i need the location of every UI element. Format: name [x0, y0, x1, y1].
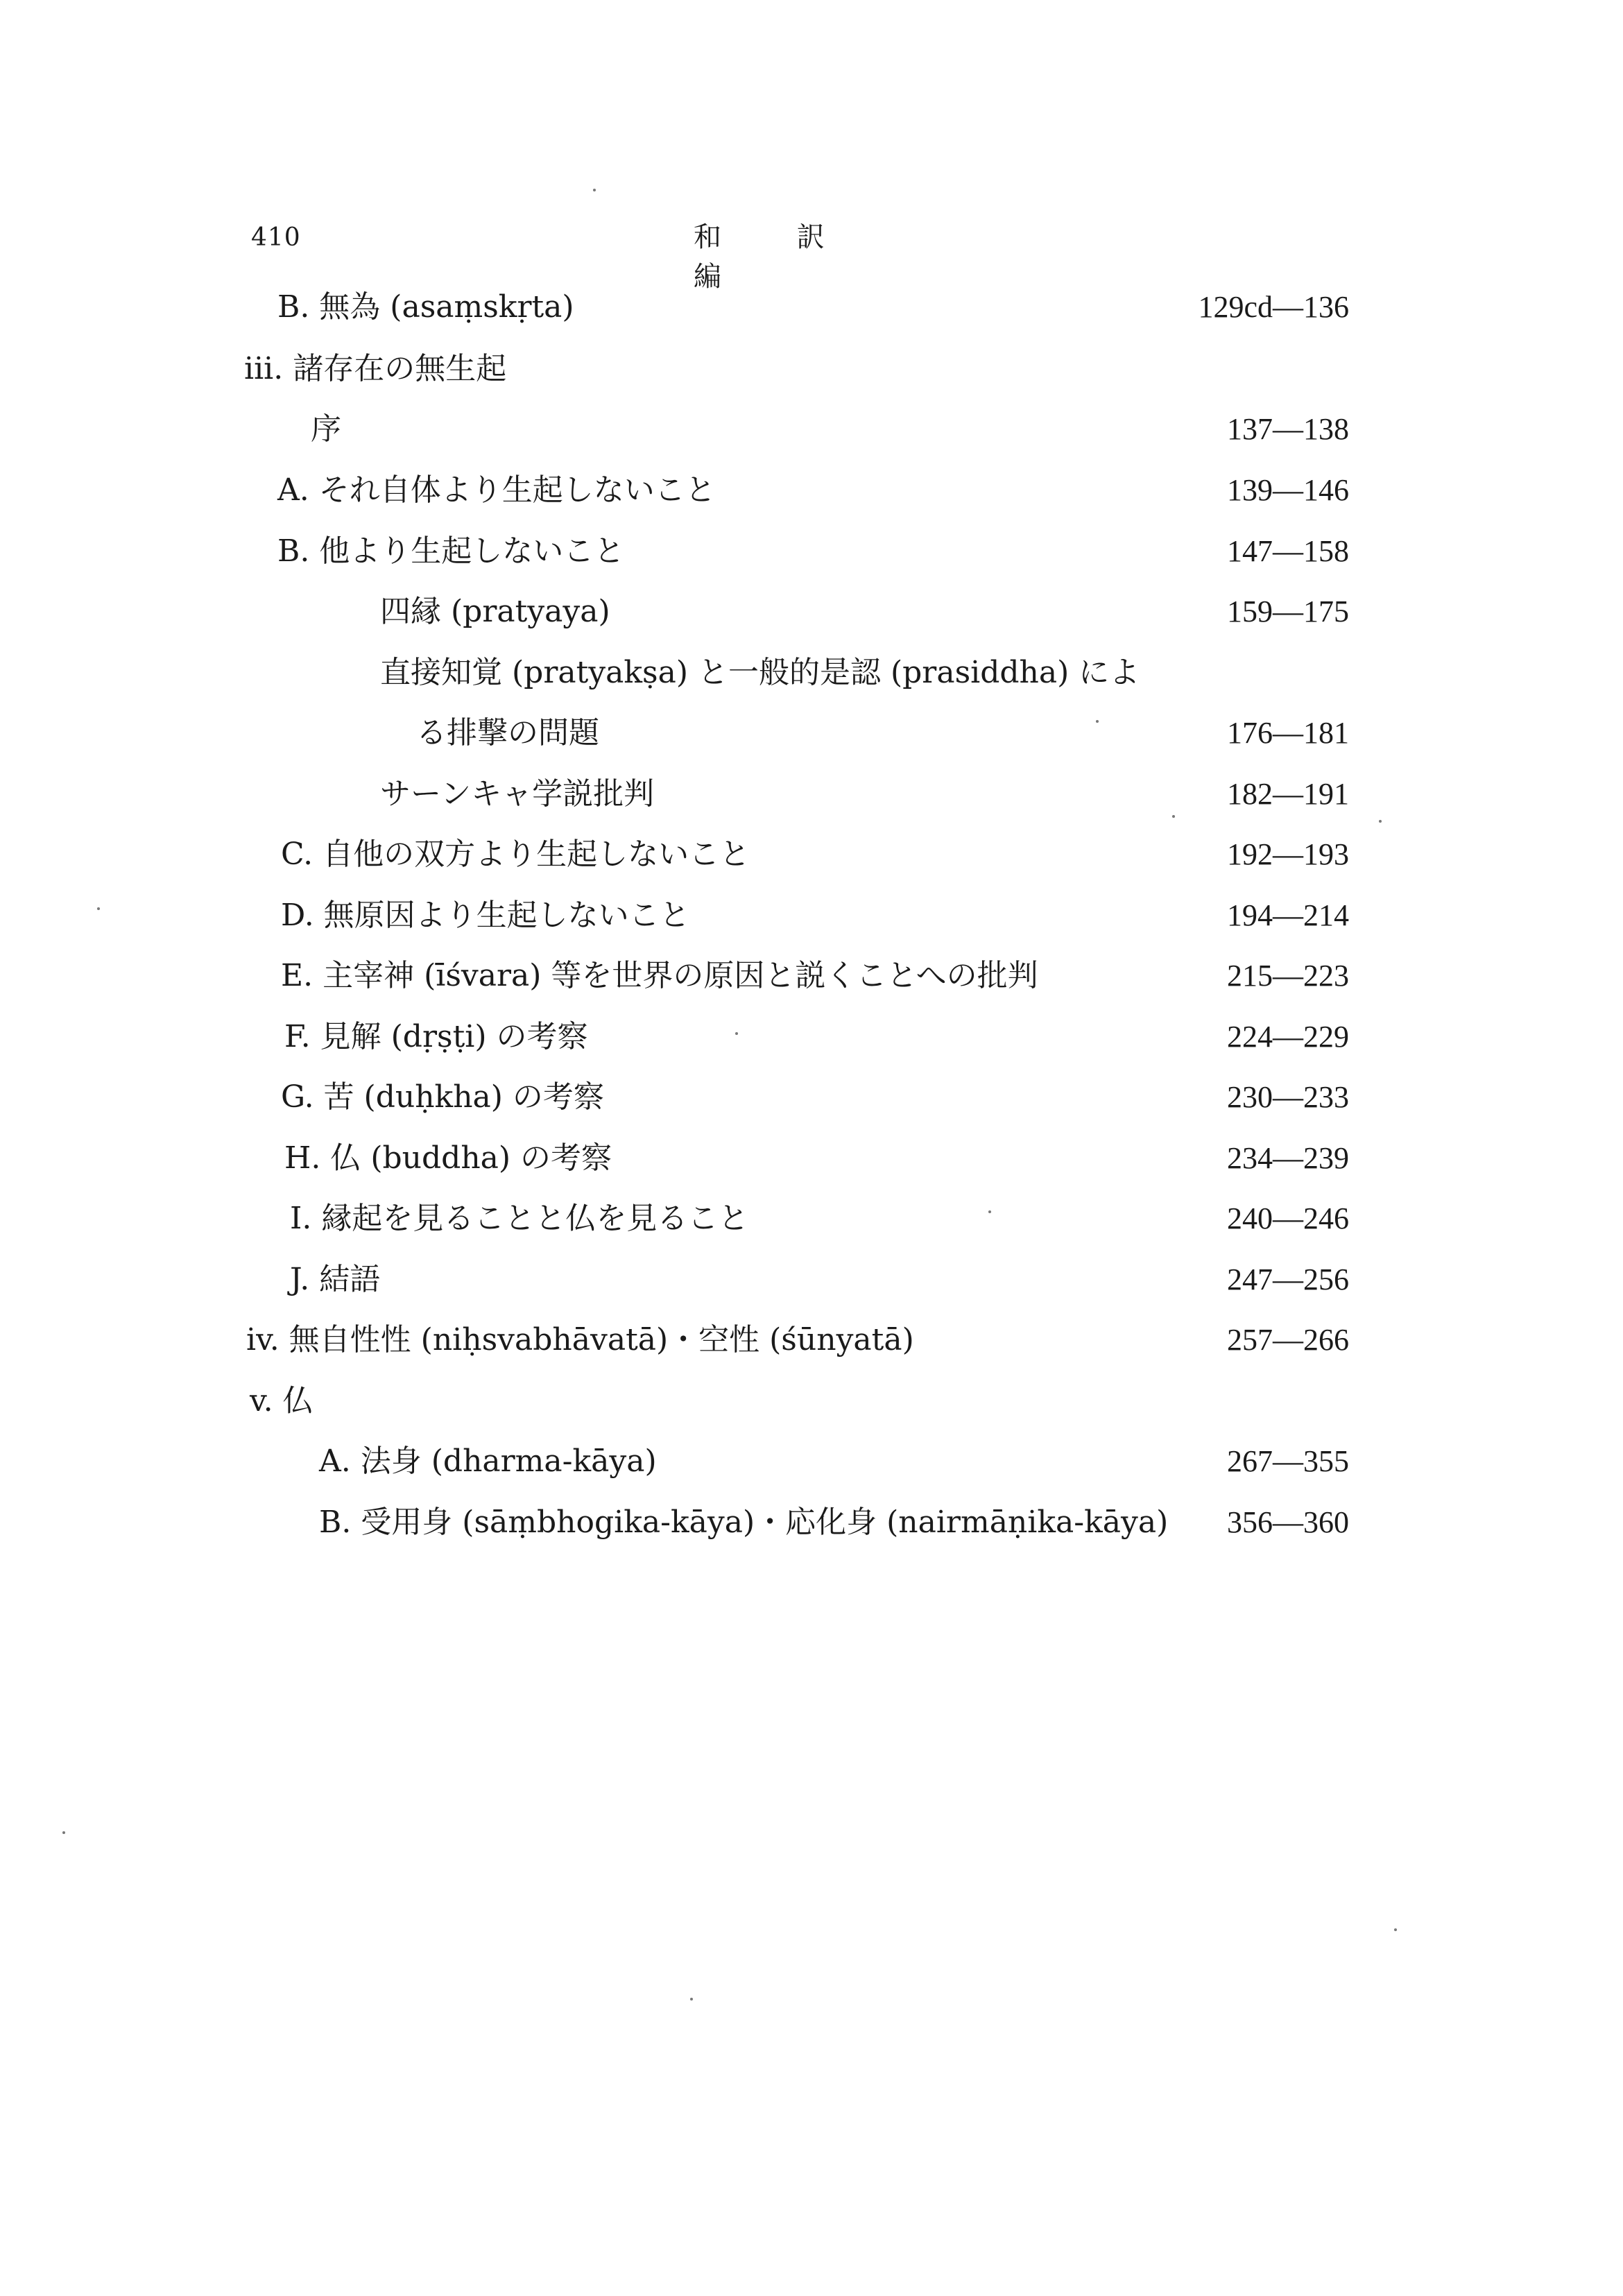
scan-speck — [97, 907, 100, 910]
toc-entry — [0, 773, 1623, 815]
toc-entry-pages: 176—181 — [1227, 716, 1349, 750]
scan-speck — [593, 189, 596, 191]
toc-entry — [0, 470, 1623, 511]
toc-entry-pages: 230—233 — [1227, 1080, 1349, 1114]
scan-speck — [1096, 720, 1099, 723]
toc-entry-pages: 182—191 — [1227, 777, 1349, 811]
toc-entry — [0, 1198, 1623, 1240]
toc-entry-title: E. 主宰神 (īśvara) 等を世界の原因と説くことへの批判 — [281, 958, 1038, 993]
toc-entry-pages: 192—193 — [1227, 837, 1349, 871]
toc-entry-title: サーンキャ学説批判 — [380, 776, 655, 812]
toc-entry-pages: 234—239 — [1227, 1141, 1349, 1175]
toc-entry — [0, 531, 1623, 572]
toc-entry-pages: 224—229 — [1227, 1020, 1349, 1054]
toc-entry-title: G. 苦 (duḥkha) の考察 — [281, 1079, 604, 1115]
toc-entry-pages: 137—138 — [1227, 412, 1349, 446]
scan-speck — [1172, 815, 1175, 818]
toc-entry-title: D. 無原因より生起しないこと — [281, 898, 690, 933]
toc-entry — [0, 1016, 1623, 1058]
toc-entry-pages: 147—158 — [1227, 534, 1349, 568]
toc-entry-title: C. 自他の双方より生起しないこと — [281, 837, 750, 872]
toc-entry — [0, 1077, 1623, 1118]
toc-entry — [0, 1138, 1623, 1179]
toc-entry-title: F. 見解 (dṛṣṭi) の考察 — [284, 1019, 588, 1054]
toc-entry — [0, 409, 1623, 450]
toc-entry — [0, 712, 1623, 754]
page-number: 410 — [251, 223, 301, 252]
scan-speck — [690, 1998, 693, 2001]
toc-entry — [0, 591, 1623, 633]
toc-entry-title: v. 仏 — [250, 1383, 314, 1419]
toc-entry-pages: 159—175 — [1227, 594, 1349, 628]
toc-entry-pages: 267—355 — [1227, 1444, 1349, 1478]
toc-entry — [0, 1259, 1623, 1301]
toc-entry-pages: 129cd—136 — [1198, 290, 1349, 324]
scan-speck — [62, 1831, 65, 1834]
toc-entry — [0, 652, 1623, 694]
toc-entry-title: B. 他より生起しないこと — [277, 533, 625, 569]
toc-entry-title: B. 受用身 (sāṃbhogika-kāya)・応化身 (nairmāṇika-kāya) — [319, 1505, 1169, 1540]
toc-entry-title: iv. 無自性性 (niḥsvabhāvatā)・空性 (śūnyatā) — [246, 1322, 914, 1357]
scan-speck — [988, 1210, 991, 1213]
running-header: 和 訳 編 — [694, 221, 858, 293]
toc-entry-title: A. それ自体より生起しないこと — [277, 472, 716, 508]
toc-entry-title: A. 法身 (dharma-kāya) — [319, 1443, 657, 1479]
toc-entry-title: る排撃の問題 — [416, 715, 599, 751]
toc-entry — [0, 1502, 1623, 1543]
toc-entry-pages: 257—266 — [1227, 1323, 1349, 1357]
toc-entry — [0, 1380, 1623, 1422]
toc-entry — [0, 834, 1623, 875]
toc-entry-title: H. 仏 (buddha) の考察 — [284, 1140, 612, 1176]
toc-entry-pages: 247—256 — [1227, 1262, 1349, 1296]
toc-entry — [0, 1319, 1623, 1361]
toc-entry-title: J. 結語 — [290, 1262, 381, 1297]
toc-entry-title: 四縁 (pratyaya) — [380, 594, 610, 629]
scan-speck — [1379, 820, 1382, 823]
scan-speck — [735, 1032, 738, 1035]
toc-entry — [0, 1441, 1623, 1482]
toc-entry — [0, 895, 1623, 936]
toc-entry-pages: 215—223 — [1227, 959, 1349, 993]
toc-entry-title: 直接知覚 (pratyakṣa) と一般的是認 (prasiddha) によ — [380, 655, 1140, 690]
toc-entry-title: I. 縁起を見ることと仏を見ること — [290, 1201, 749, 1236]
toc-entry-title: iii. 諸存在の無生起 — [244, 351, 507, 386]
scan-speck — [1394, 1928, 1397, 1931]
toc-entry — [0, 955, 1623, 997]
toc-entry — [0, 286, 1623, 328]
toc-entry-pages: 139—146 — [1227, 473, 1349, 507]
toc-entry-title: 序 — [311, 411, 341, 447]
toc-entry-pages: 240—246 — [1227, 1201, 1349, 1235]
toc-entry-pages: 356—360 — [1227, 1505, 1349, 1539]
toc-entry — [0, 348, 1623, 390]
toc-entry-title: B. 無為 (asaṃskṛta) — [277, 289, 574, 325]
toc-entry-pages: 194—214 — [1227, 898, 1349, 932]
